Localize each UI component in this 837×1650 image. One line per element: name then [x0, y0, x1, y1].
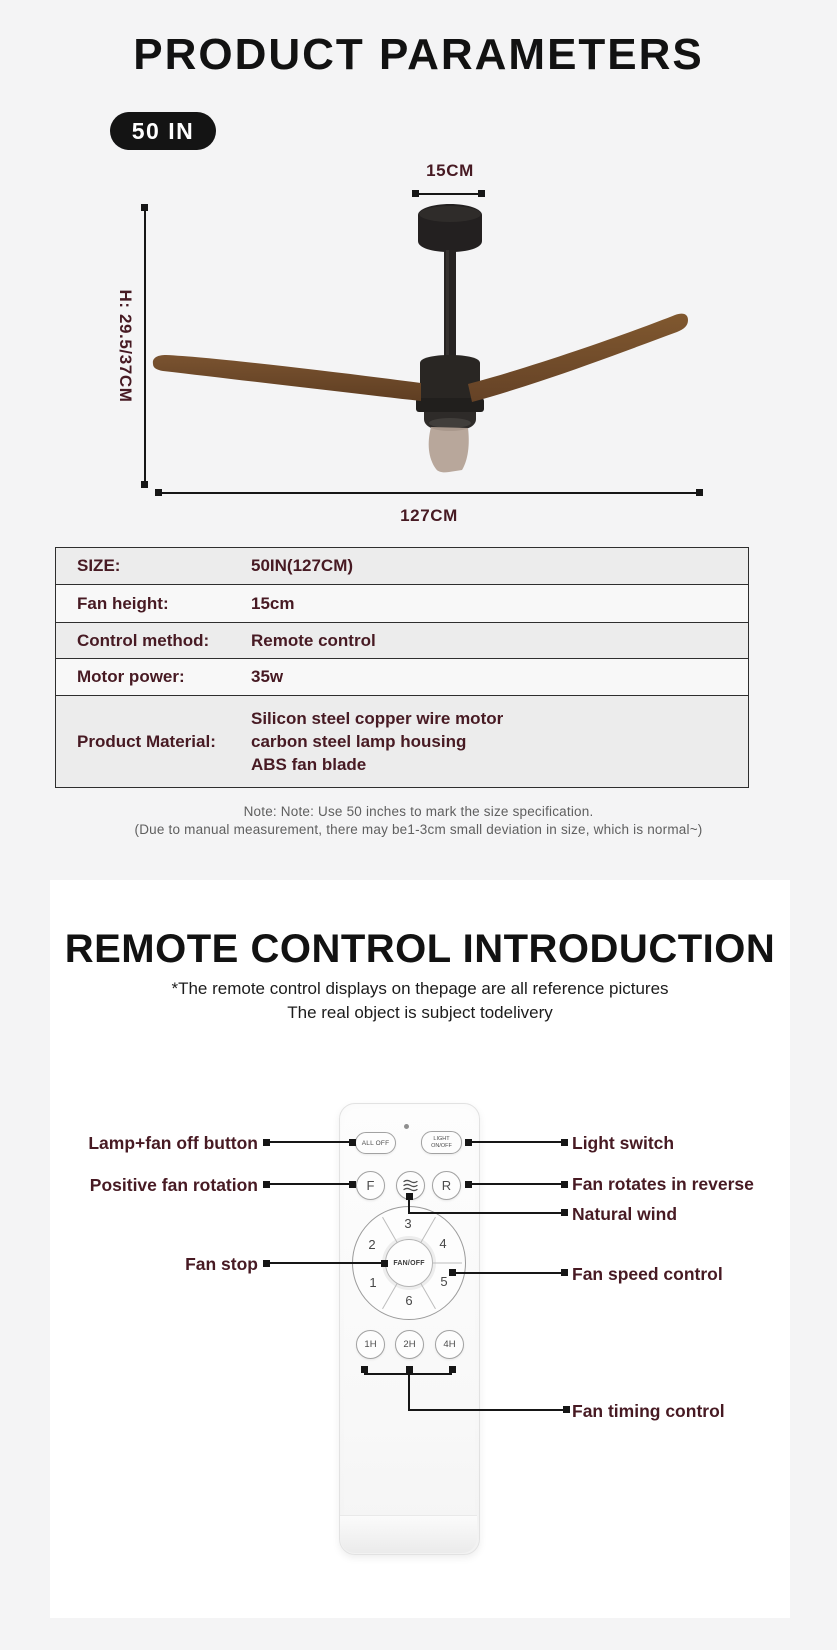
- callout-natural-wind: Natural wind: [572, 1204, 678, 1224]
- callout-fan-timing: Fan timing control: [572, 1401, 725, 1421]
- fan-blade-right: [468, 314, 688, 402]
- spec-label: Control method:: [77, 630, 210, 650]
- callout-line: [468, 1141, 564, 1143]
- size-note-line2: (Due to manual measurement, there may be1-3cm small deviation in size, which is normal~): [134, 822, 703, 837]
- fan-off-label: FAN/OFF: [393, 1259, 425, 1267]
- fan-blade-left: [153, 355, 421, 401]
- callout-line: [408, 1212, 564, 1214]
- page-title: PRODUCT PARAMETERS: [133, 30, 704, 79]
- callout-light-switch: Light switch: [572, 1133, 675, 1153]
- remote-led-dot: [404, 1124, 409, 1129]
- callout-line: [408, 1373, 410, 1411]
- wind-waves-icon: [402, 1178, 419, 1193]
- callout-positive-rotation: Positive fan rotation: [89, 1175, 258, 1195]
- material-line: ABS fan blade: [251, 755, 367, 774]
- spec-label: Product Material:: [77, 731, 216, 751]
- table-row: [56, 548, 748, 585]
- timer-4h-label: 4H: [443, 1339, 456, 1350]
- table-row: [56, 696, 748, 787]
- light-label-1: LIGHT: [433, 1135, 450, 1142]
- callout-lamp-fan-off: Lamp+fan off button: [88, 1133, 258, 1153]
- dim-span-line: [158, 492, 700, 494]
- table-row: [56, 585, 748, 623]
- material-line: carbon steel lamp housing: [251, 732, 467, 751]
- remote-bottom-cap: [340, 1515, 477, 1553]
- speed-6: 6: [405, 1293, 413, 1308]
- light-on-off-button: [421, 1131, 462, 1154]
- spec-table: [55, 547, 749, 788]
- timer-2h-button: [395, 1330, 424, 1359]
- callout-line: [266, 1183, 352, 1185]
- material-line: Silicon steel copper wire motor: [251, 709, 504, 728]
- remote-subtitle-line2: The real object is subject todelivery: [287, 1003, 553, 1022]
- all-off-button: [355, 1132, 396, 1154]
- dim-height-line: [144, 207, 146, 485]
- spec-value: Remote control: [251, 630, 376, 650]
- all-off-label: ALL OFF: [361, 1139, 390, 1147]
- callout-line: [468, 1183, 564, 1185]
- spec-value: 50IN(127CM): [251, 556, 354, 575]
- spec-label: Fan height:: [77, 593, 169, 613]
- dim-height-label: H: 29.5/37CM: [116, 289, 135, 403]
- callout-fan-reverse: Fan rotates in reverse: [572, 1174, 754, 1194]
- fan-blade-bottom: [429, 427, 469, 472]
- spec-value-multiline: [251, 707, 503, 776]
- speed-2: 2: [368, 1237, 376, 1252]
- ceiling-fan-illustration: [100, 150, 750, 495]
- spec-label: SIZE:: [77, 556, 121, 575]
- light-label-2: ON/OFF: [431, 1142, 452, 1149]
- forward-label: F: [366, 1178, 375, 1193]
- timer-1h-button: [356, 1330, 385, 1359]
- reverse-label: R: [441, 1178, 452, 1193]
- table-row: [56, 623, 748, 659]
- dim-top-line: [416, 193, 484, 195]
- table-row: [56, 659, 748, 696]
- forward-rotation-button: [356, 1171, 385, 1200]
- remote-section-title: REMOTE CONTROL INTRODUCTION: [64, 927, 776, 971]
- speed-5: 5: [440, 1274, 448, 1289]
- callout-line: [408, 1409, 566, 1411]
- timer-1h-label: 1H: [364, 1339, 377, 1350]
- spec-label: Motor power:: [77, 667, 185, 686]
- remote-subtitle-line1: *The remote control displays on thepage are all reference pictures: [171, 979, 669, 998]
- dim-span-label: 127CM: [400, 506, 458, 525]
- spec-value: 35w: [251, 667, 284, 686]
- spec-value: 15cm: [251, 593, 295, 613]
- speed-4: 4: [439, 1236, 447, 1251]
- dim-top-label: 15CM: [426, 161, 474, 180]
- callout-line: [452, 1272, 564, 1274]
- speed-1: 1: [369, 1275, 377, 1290]
- speed-3: 3: [404, 1216, 412, 1231]
- reverse-rotation-button: [432, 1171, 461, 1200]
- fan-downrod: [444, 250, 456, 364]
- callout-line: [266, 1262, 384, 1264]
- timer-2h-label: 2H: [403, 1339, 416, 1350]
- size-note-line1: Note: Note: Use 50 inches to mark the size specification.: [243, 804, 594, 819]
- callout-line: [266, 1141, 352, 1143]
- size-badge: 50 IN: [110, 112, 216, 150]
- callout-fan-speed: Fan speed control: [572, 1264, 723, 1284]
- callout-fan-stop: Fan stop: [185, 1254, 258, 1274]
- timer-4h-button: [435, 1330, 464, 1359]
- fan-off-button: [385, 1239, 433, 1287]
